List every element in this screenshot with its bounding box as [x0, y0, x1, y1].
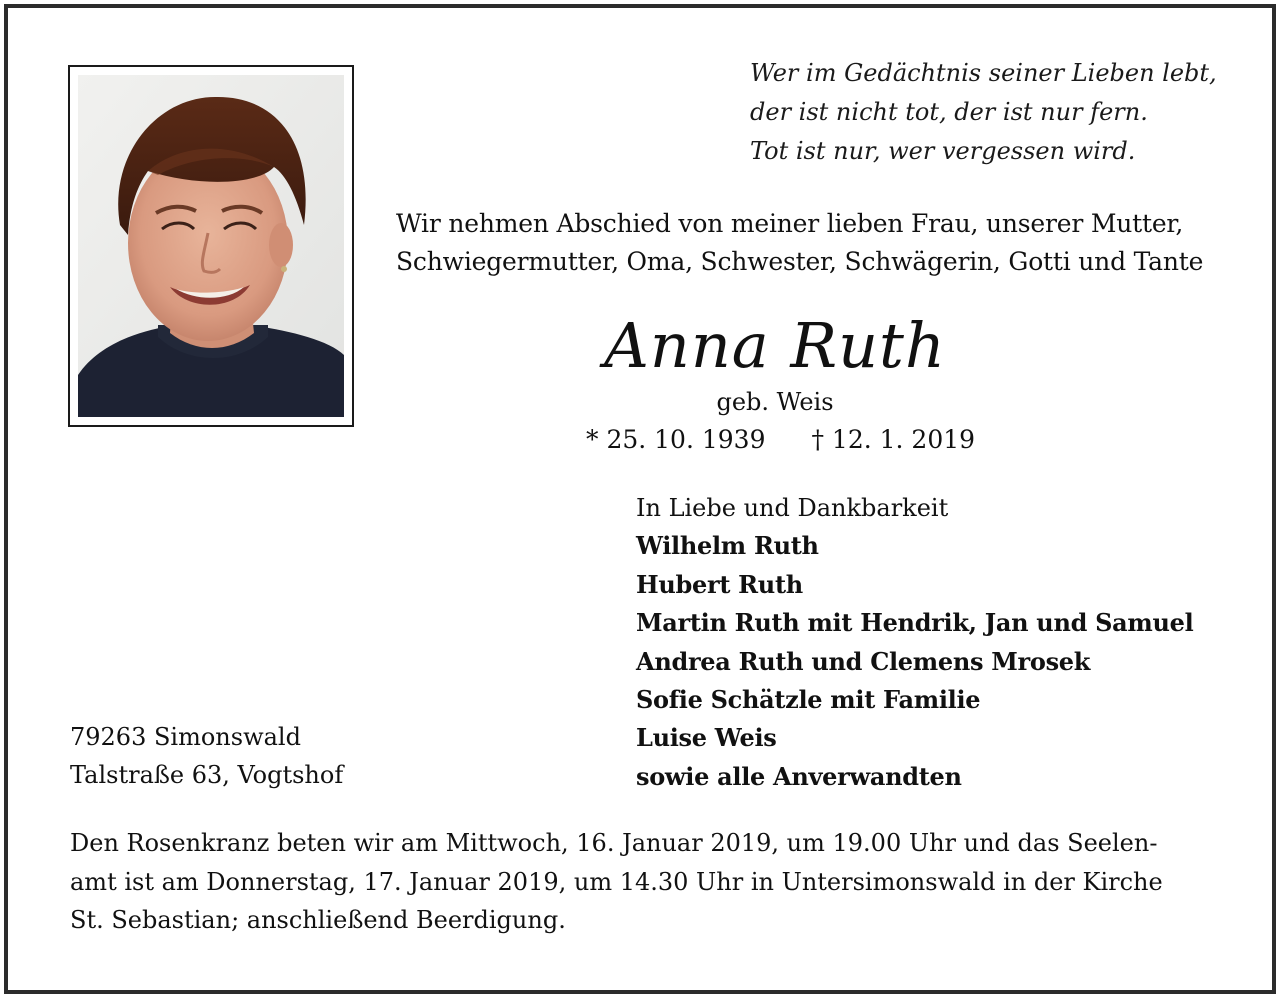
mourner-name: Wilhelm Ruth: [636, 531, 819, 561]
portrait-photo: [78, 75, 344, 417]
intro-line: Wir nehmen Abschied von meiner lieben Frau, unserer Mutter,: [396, 209, 1184, 238]
portrait-photo-frame: [68, 65, 354, 427]
quote-line: der ist nicht tot, der ist nur fern.: [750, 98, 1148, 126]
closing-lead: In Liebe und Dankbarkeit: [636, 494, 949, 522]
mourner-name: sowie alle Anverwandten: [636, 761, 962, 791]
service-line: Den Rosenkranz beten wir am Mittwoch, 16. Januar 2019, um 19.00 Uhr und das Seelen-: [70, 829, 1158, 857]
farewell-intro: [396, 205, 1203, 281]
deceased-name: Anna Ruth: [604, 309, 946, 382]
service-line: St. Sebastian; anschließend Beerdigung.: [70, 906, 566, 934]
family-address: [70, 718, 343, 795]
mourners-block: [636, 489, 1193, 796]
mourner-name: Luise Weis: [636, 723, 777, 753]
quote-line: Tot ist nur, wer vergessen wird.: [750, 137, 1136, 165]
mourner-name: Sofie Schätzle mit Familie: [636, 685, 981, 715]
quote-line: Wer im Gedächtnis seiner Lieben lebt,: [750, 59, 1217, 87]
life-dates: [586, 424, 975, 456]
address-street: Talstraße 63, Vogtshof: [70, 761, 344, 790]
birth-date: * 25. 10. 1939: [586, 425, 766, 454]
mourner-name: Martin Ruth mit Hendrik, Jan und Samuel: [636, 608, 1194, 638]
memorial-quote: [750, 54, 1217, 171]
address-city: 79263 Simonswald: [70, 723, 301, 751]
mourner-name: Hubert Ruth: [636, 569, 803, 599]
service-line: amt ist am Donnerstag, 17. Januar 2019, um 14.30 Uhr in Untersimonswald in der Kirche: [70, 867, 1163, 896]
intro-line: Schwiegermutter, Oma, Schwester, Schwägerin, Gotti und Tante: [396, 247, 1204, 276]
mourner-name: Andrea Ruth und Clemens Mrosek: [636, 646, 1091, 676]
service-announcement: [70, 824, 1208, 940]
maiden-name: geb. Weis: [716, 388, 834, 416]
death-date: † 12. 1. 2019: [811, 425, 976, 454]
